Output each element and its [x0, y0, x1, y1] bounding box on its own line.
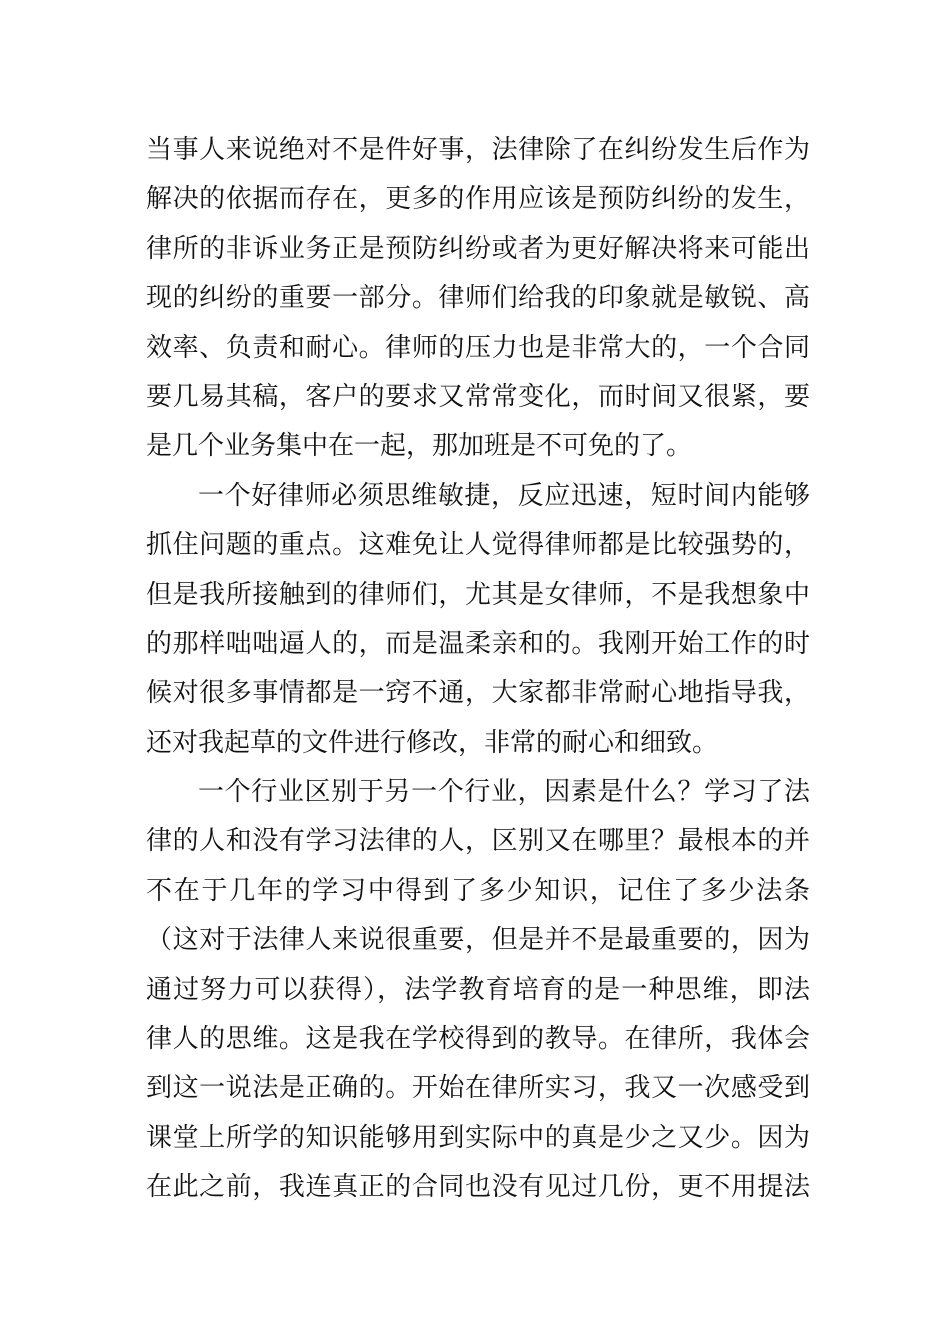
text-line: 解决的依据而存在，更多的作用应该是预防纠纷的发生， [146, 184, 810, 215]
text-line: 一个好律师必须思维敏捷，反应迅速，短时间内能够 [198, 480, 810, 511]
paragraph [146, 126, 810, 472]
text-line: （这对于法律人来说很重要，但是并不是最重要的，因为 [146, 925, 810, 956]
text-line: 律的人和没有学习法律的人，区别又在哪里？最根本的并 [146, 826, 810, 857]
text-line: 当事人来说绝对不是件好事，法律除了在纠纷发生后作为 [146, 135, 810, 165]
text-line: 候对很多事情都是一窍不通，大家都非常耐心地指导我， [146, 678, 810, 709]
text-line: 但是我所接触到的律师们，尤其是女律师，不是我想象中 [146, 579, 810, 610]
text-line: 不在于几年的学习中得到了多少知识，记住了多少法条 [146, 875, 810, 906]
text-line: 课堂上所学的知识能够用到实际中的真是少之又少。因为 [146, 1122, 810, 1153]
text-line: 还对我起草的文件进行修改，非常的耐心和细致。 [146, 727, 719, 758]
text-line: 现的纠纷的重要一部分。律师们给我的印象就是敏锐、高 [146, 283, 810, 314]
text-line: 在此之前，我连真正的合同也没有见过几份，更不用提法 [146, 1172, 810, 1203]
text-line: 的那样咄咄逼人的，而是温柔亲和的。我刚开始工作的时 [146, 628, 810, 659]
text-line: 通过努力可以获得），法学教育培育的是一种思维，即法 [146, 974, 810, 1005]
document-body [146, 126, 810, 1213]
paragraph [146, 768, 810, 1213]
text-line: 抓住问题的重点。这难免让人觉得律师都是比较强势的， [146, 530, 810, 561]
text-line: 是几个业务集中在一起，那加班是不可免的了。 [146, 431, 693, 462]
text-line: 到这一说法是正确的。开始在律所实习，我又一次感受到 [146, 1073, 810, 1104]
text-line: 律所的非诉业务正是预防纠纷或者为更好解决将来可能出 [146, 233, 810, 264]
text-line: 效率、负责和耐心。律师的压力也是非常大的，一个合同 [146, 332, 810, 363]
text-line: 律人的思维。这是我在学校得到的教导。在律所，我体会 [146, 1024, 810, 1055]
paragraph [146, 472, 810, 768]
text-line: 要几易其稿，客户的要求又常常变化，而时间又很紧，要 [146, 381, 810, 412]
text-line: 一个行业区别于另一个行业，因素是什么？学习了法 [198, 777, 810, 808]
